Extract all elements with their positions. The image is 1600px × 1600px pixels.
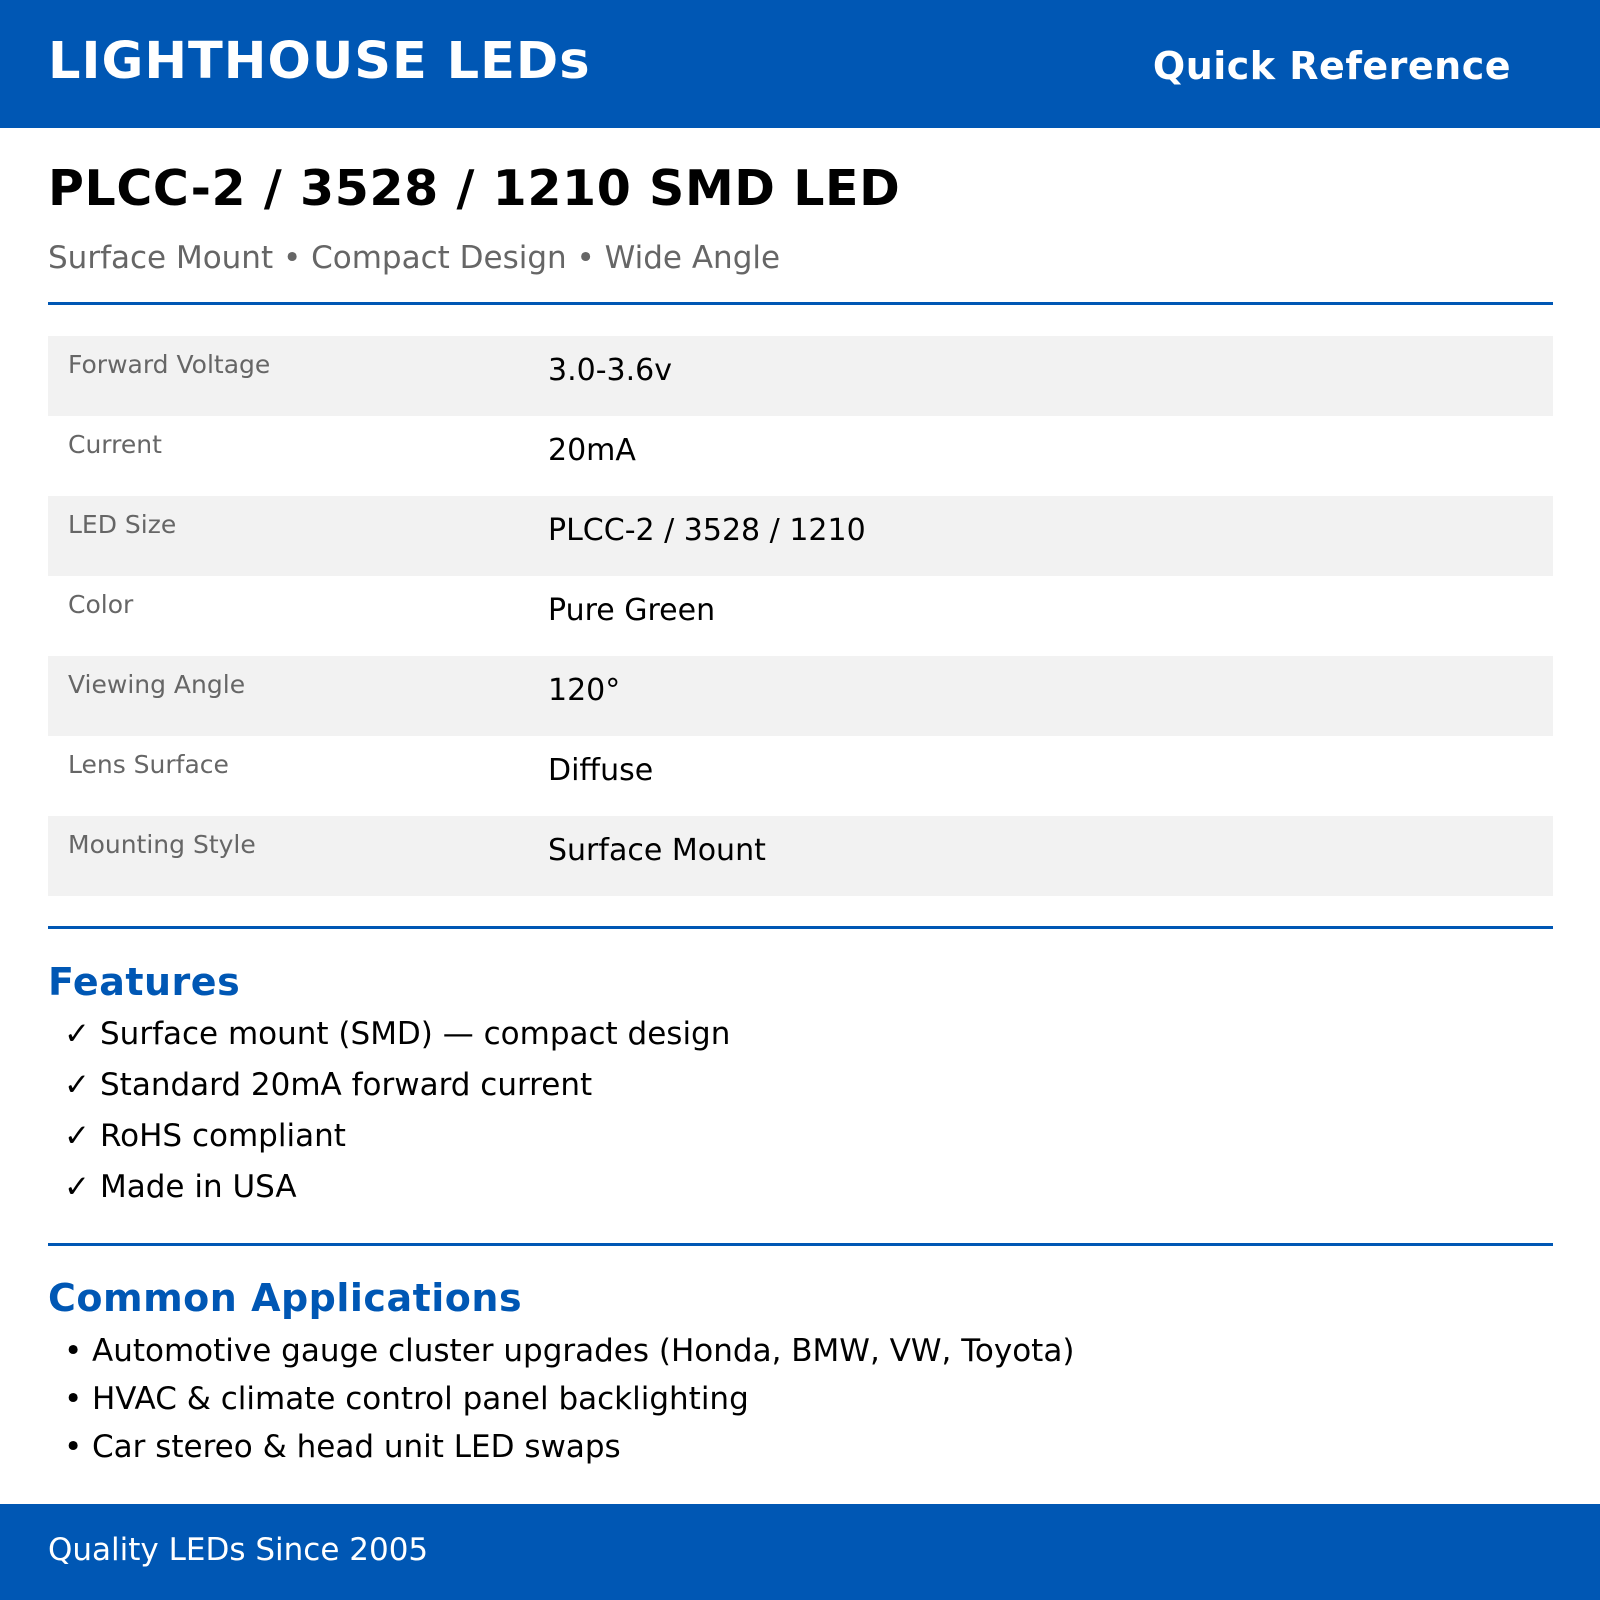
footer-bar (0, 1504, 1600, 1600)
list-item (64, 1330, 1074, 1378)
spec-label: Lens Surface (68, 750, 229, 779)
spec-value: PLCC-2 / 3528 / 1210 (548, 513, 866, 548)
check-icon: ✓ (64, 1067, 90, 1103)
product-title: PLCC-2 / 3528 / 1210 SMD LED (48, 160, 901, 217)
list-item (64, 1426, 1074, 1474)
spec-row-lens-surface (48, 736, 1553, 816)
list-item (64, 1166, 730, 1217)
spec-label: Viewing Angle (68, 670, 246, 699)
feature-text: Standard 20mA forward current (100, 1067, 593, 1103)
application-text: HVAC & climate control panel backlighting (92, 1381, 749, 1417)
spec-value: Pure Green (548, 593, 716, 628)
feature-text: Made in USA (100, 1169, 297, 1205)
spec-row-viewing-angle (48, 656, 1553, 736)
list-item (64, 1378, 1074, 1426)
spec-row-color (48, 576, 1553, 656)
applications-list (64, 1330, 1074, 1474)
features-list (64, 1013, 730, 1217)
spec-label: Mounting Style (68, 830, 256, 859)
divider-features (48, 926, 1553, 929)
divider-top (48, 302, 1553, 305)
feature-text: RoHS compliant (100, 1118, 346, 1154)
spec-value: Diffuse (548, 753, 654, 788)
check-icon: ✓ (64, 1118, 90, 1154)
spec-label: LED Size (68, 510, 177, 539)
check-icon: ✓ (64, 1169, 90, 1205)
bullet-icon: • (64, 1429, 83, 1465)
spec-value: 3.0-3.6v (548, 353, 672, 388)
bullet-icon: • (64, 1333, 83, 1369)
spec-label: Forward Voltage (68, 350, 271, 379)
feature-text: Surface mount (SMD) — compact design (100, 1016, 731, 1052)
spec-table (48, 336, 1553, 896)
header-tagline: Quick Reference (1152, 44, 1511, 88)
spec-value: 120° (548, 673, 621, 708)
spec-label: Current (68, 430, 162, 459)
applications-heading: Common Applications (48, 1276, 523, 1320)
product-subtitle: Surface Mount • Compact Design • Wide Angle (48, 240, 781, 276)
brand-name: LIGHTHOUSE LEDs (48, 32, 591, 91)
check-icon: ✓ (64, 1016, 90, 1052)
header-bar (0, 0, 1600, 128)
list-item (64, 1064, 730, 1115)
list-item (64, 1013, 730, 1064)
list-item (64, 1115, 730, 1166)
features-heading: Features (48, 960, 241, 1004)
spec-row-mounting-style (48, 816, 1553, 896)
bullet-icon: • (64, 1381, 83, 1417)
spec-row-current (48, 416, 1553, 496)
divider-applications (48, 1243, 1553, 1246)
application-text: Automotive gauge cluster upgrades (Honda, BMW, VW, Toyota) (92, 1333, 1075, 1369)
spec-row-forward-voltage (48, 336, 1553, 416)
spec-label: Color (68, 590, 134, 619)
application-text: Car stereo & head unit LED swaps (92, 1429, 621, 1465)
spec-value: Surface Mount (548, 833, 766, 868)
spec-value: 20mA (548, 433, 636, 468)
footer-text: Quality LEDs Since 2005 (48, 1532, 429, 1568)
spec-row-led-size (48, 496, 1553, 576)
